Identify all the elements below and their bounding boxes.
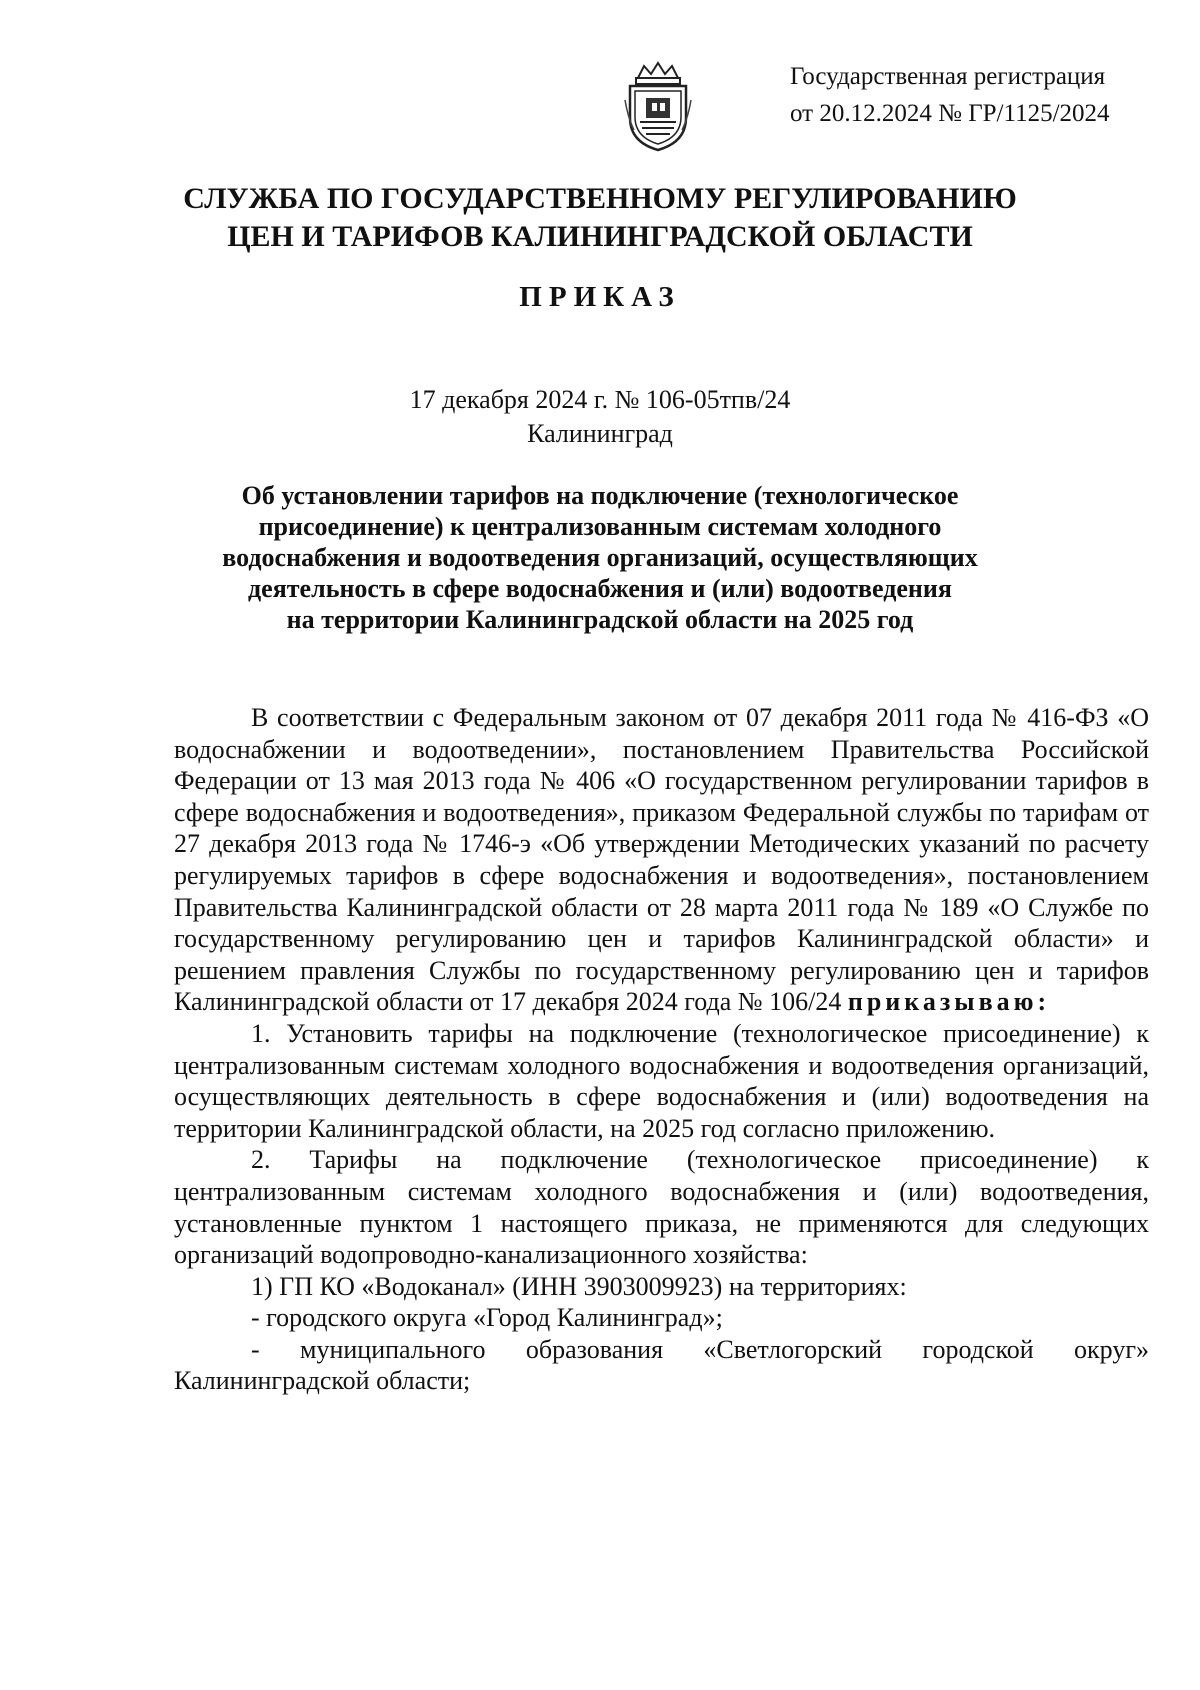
agency-name [150,180,1050,256]
order-title: ПРИКАЗ [519,281,681,313]
territory-2: - муниципального образования «Светлогорский городской округ» Калининградской области; [174,1334,1149,1396]
item-2-paragraph: 2. Тарифы на подключение (технологическое присоединение) к централизованным системам холодного водоснабжения и (или) водоотведения, установленные пунктом 1 настоящего приказа, не применяются для следующих организаций водопроводно-канализационного хозяйства: [174,1145,1149,1270]
order-body [174,702,1149,1397]
item-2-1-paragraph: 1) ГП КО «Водоканал» (ИНН 3903009923) на территориях: [251,1271,907,1301]
preamble-paragraph [174,702,1149,1018]
order-details [0,383,1200,451]
registration-stamp [790,58,1150,132]
subject-line-5: на территории Калининградской области на 2025 год [286,605,914,634]
item-1-paragraph: 1. Установить тарифы на подключение (технологическое присоединение) к централизованным системам холодного водоснабжения и водоотведения организаций, осуществляющих деятельность в сфере водоснабжения и (или) водоотведения на территории Калининградской области, на 2025 год согласно приложению. [174,1018,1149,1143]
territory-1: - городского округа «Город Калининград»; [251,1303,723,1333]
order-subject [200,480,1000,635]
subject-line-2: присоединение) к централизованным системам холодного [258,512,942,541]
subject-line-1: Об установлении тарифов на подключение (технологическое [241,481,959,510]
order-city: Калининград [527,419,673,448]
agency-name-line-2: ЦЕН И ТАРИФОВ КАЛИНИНГРАДСКОЙ ОБЛАСТИ [227,220,973,253]
subject-line-4: деятельность в сфере водоснабжения и (или) водоотведения [248,574,952,603]
registration-number: от 20.12.2024 № ГР/1125/2024 [790,100,1110,127]
subject-line-3: водоснабжения и водоотведения организаций, осуществляющих [222,543,978,572]
coat-of-arms-emblem [624,60,692,152]
order-date-number: 17 декабря 2024 г. № 106-05тпв/24 [409,385,791,414]
agency-name-line-1: СЛУЖБА ПО ГОСУДАРСТВЕННОМУ РЕГУЛИРОВАНИЮ [183,182,1017,215]
order-verb: приказываю: [847,987,1051,1017]
preamble-text: В соответствии с Федеральным законом от 07 декабря 2011 года № 416-ФЗ «О водоснабжении и водоотведении», постановлением Правительства Российской Федерации от 13 мая 2013 года № 406 «О государственном регулировании тарифов в сфере водоснабжения и водоотведения», приказом Федеральной службы по тарифам от 27 декабря 2013 года № 1746-э «Об утверждении Методических указаний по расчету регулируемых тарифов в сфере водоснабжения и водоотведения», постановлением Правительства Калининградской области от 28 марта 2011 года № 189 «О Службе по государственному регулированию цен и тарифов Калининградской области» и решением правления Службы по государственному регулированию цен и тарифов Калининградской области от 17 декабря 2024 года № 106/24 [174,703,1149,1017]
registration-title: Государственная регистрация [790,63,1106,90]
